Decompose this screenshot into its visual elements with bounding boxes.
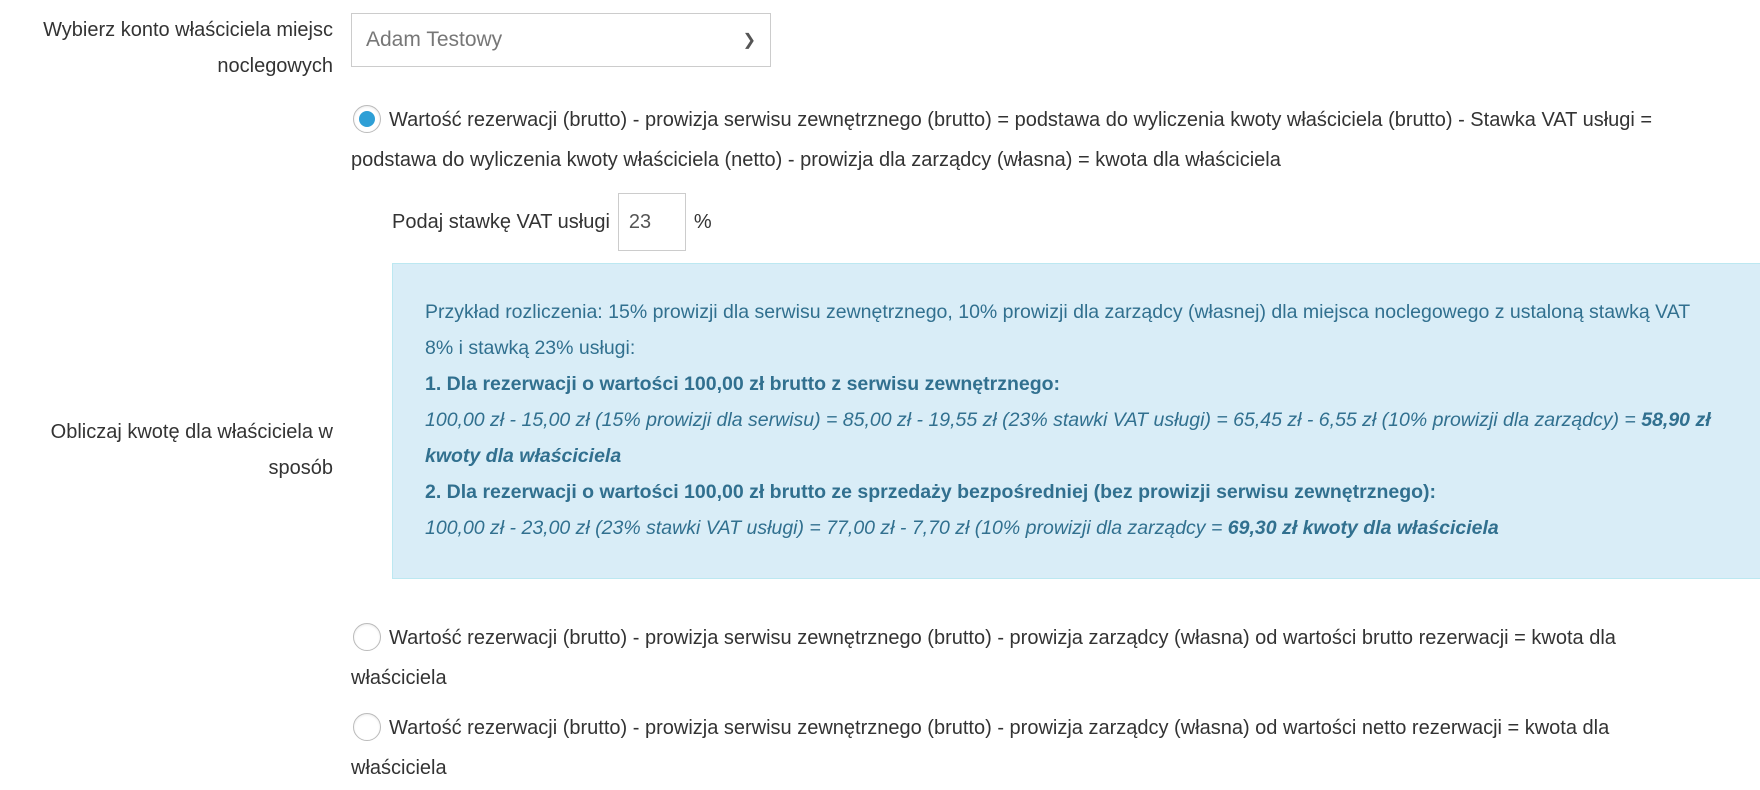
calc-label: Obliczaj kwotę dla właściciela w sposób [50, 421, 333, 479]
example-case2-title: 2. Dla rezerwacji o wartości 100,00 zł brutto ze sprzedaży bezpośredniej (bez prowizji serwisu zewnętrznego): [425, 481, 1437, 503]
option-1-label: Wartość rezerwacji (brutto) - prowizja serwisu zewnętrznego (brutto) = podstawa do wyliczenia kwoty właściciela (brutto) - Stawka VAT usługi = podstawa do wyliczenia kwoty właściciela (netto) - prowizja dla zarządcy (własna) = kwota dla właściciela [351, 109, 1653, 171]
example-case2-result: 69,30 zł kwoty dla właściciela [1227, 517, 1499, 539]
calc-option-1[interactable] [351, 100, 1741, 180]
owner-select-value: Adam Testowy [366, 28, 503, 51]
radio-option-3[interactable] [353, 713, 381, 741]
vat-row [392, 193, 712, 251]
option-3-label: Wartość rezerwacji (brutto) - prowizja serwisu zewnętrznego (brutto) - prowizja zarządcy (własna) od wartości netto rezerwacji = kwota dla właściciela [351, 717, 1610, 779]
radio-option-2[interactable] [353, 623, 381, 651]
owner-label: Wybierz konto właściciela miejsc noclegowych [43, 19, 333, 77]
vat-unit: % [693, 210, 712, 233]
example-info-box [392, 263, 1760, 579]
example-case2-calc: 100,00 zł - 23,00 zł (23% stawki VAT usługi) = 77,00 zł - 7,70 zł (10% prowizji dla zarządcy = [425, 517, 1228, 539]
example-case1-result: 58,90 zł kwoty dla właściciela [425, 409, 1711, 467]
chevron-down-icon: ❯ [742, 32, 756, 49]
example-case1-title: 1. Dla rezerwacji o wartości 100,00 zł brutto z serwisu zewnętrznego: [425, 373, 1061, 395]
example-intro: Przykład rozliczenia: 15% prowizji dla serwisu zewnętrznego, 10% prowizji dla zarządcy (własnej) dla miejsca noclegowego z ustaloną stawką VAT 8% i stawką 23% usługi: [425, 301, 1690, 359]
option-2-label: Wartość rezerwacji (brutto) - prowizja serwisu zewnętrznego (brutto) - prowizja zarządcy (własna) od wartości brutto rezerwacji = kwota dla właściciela [351, 627, 1616, 689]
vat-input[interactable] [618, 193, 686, 251]
calc-option-3[interactable] [351, 708, 1691, 788]
calc-option-2[interactable] [351, 618, 1691, 698]
example-case1-calc: 100,00 zł - 15,00 zł (15% prowizji dla serwisu) = 85,00 zł - 19,55 zł (23% stawki VAT usługi) = 65,45 zł - 6,55 zł (10% prowizji dla zarządcy) = [425, 409, 1642, 431]
radio-option-1[interactable] [353, 105, 381, 133]
owner-select[interactable] [351, 13, 771, 67]
vat-label: Podaj stawkę VAT usługi [392, 210, 610, 233]
